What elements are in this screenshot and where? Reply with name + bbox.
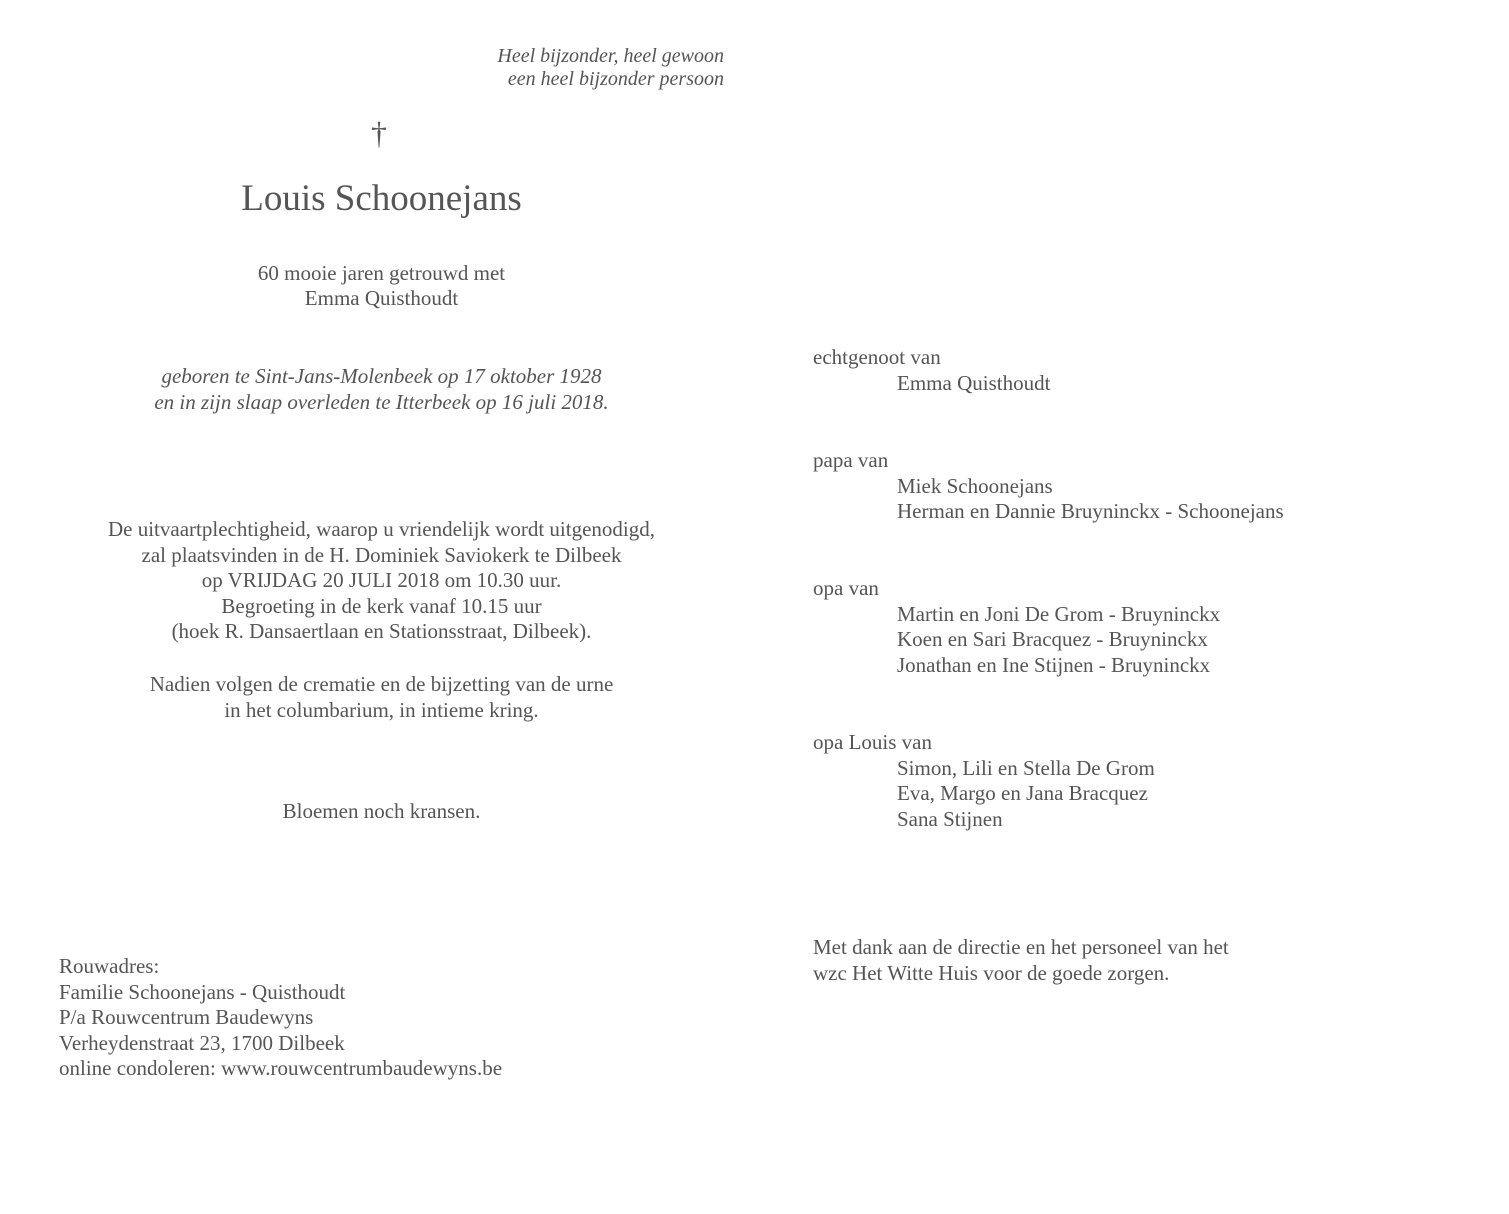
family-heading: opa van: [813, 576, 879, 600]
address-line: Familie Schoonejans - Quisthoudt: [59, 979, 346, 1004]
family-group-children: [813, 448, 1284, 525]
mourning-address: [59, 954, 502, 1082]
death-line: en in zijn slaap overleden te Itterbeek op 16 juli 2018.: [154, 389, 609, 414]
family-member: Sana Stijnen: [897, 806, 1003, 831]
flowers-note: Bloemen noch kransen.: [282, 799, 481, 823]
family-member: Jonathan en Ine Stijnen - Bruyninckx: [897, 652, 1211, 677]
family-member: Martin en Joni De Grom - Bruyninckx: [897, 601, 1221, 626]
family-member: Simon, Lili en Stella De Grom: [897, 755, 1155, 780]
address-line: P/a Rouwcentrum Baudewyns: [59, 1005, 314, 1029]
funeral-line: zal plaatsvinden in de H. Dominiek Saviokerk te Dilbeek: [141, 542, 622, 567]
cremation-line: in het columbarium, in intieme kring.: [224, 697, 539, 722]
thanks-note: [813, 935, 1229, 986]
address-line: Verheydenstraat 23, 1700 Dilbeek: [59, 1030, 345, 1055]
thanks-line: wzc Het Witte Huis voor de goede zorgen.: [813, 960, 1170, 985]
funeral-line: (hoek R. Dansaertlaan en Stationsstraat, Dilbeek).: [171, 619, 592, 643]
funeral-line: De uitvaartplechtigheid, waarop u vriendelijk wordt uitgenodigd,: [107, 517, 655, 541]
family-group-spouse: [813, 345, 1050, 396]
family-heading: echtgenoot van: [813, 345, 941, 369]
family-member: Eva, Margo en Jana Bracquez: [897, 781, 1148, 806]
family-member: Herman en Dannie Bruyninckx - Schoonejans: [897, 499, 1284, 524]
family-group-grandchildren: [813, 576, 1220, 678]
address-line: Rouwadres:: [59, 954, 160, 978]
family-member: Emma Quisthoudt: [897, 370, 1051, 395]
family-heading: papa van: [813, 448, 889, 472]
spouse-name: Emma Quisthoudt: [304, 286, 459, 310]
birth-death-dates: [80, 364, 683, 415]
motto-line: een heel bijzonder persoon: [507, 68, 724, 90]
birth-line: geboren te Sint-Jans-Molenbeek op 17 oktober 1928: [161, 364, 602, 388]
marriage-text: [130, 261, 633, 311]
family-heading: opa Louis van: [813, 730, 932, 754]
family-group-great-grandchildren: [813, 730, 1155, 832]
motto: [380, 45, 724, 91]
thanks-line: Met dank aan de directie en het personeel van het: [813, 935, 1229, 959]
condolence-website: online condoleren: www.rouwcentrumbaudewyns.be: [59, 1056, 503, 1080]
cremation-line: Nadien volgen de crematie en de bijzetting van de urne: [149, 672, 614, 696]
deceased-name: Louis Schoonejans: [241, 178, 522, 219]
funeral-info: [60, 517, 703, 645]
motto-line: Heel bijzonder, heel gewoon: [497, 45, 724, 67]
funeral-line: op VRIJDAG 20 JULI 2018 om 10.30 uur.: [201, 568, 562, 592]
marriage-line: 60 mooie jaren getrouwd met: [257, 261, 506, 285]
cross-icon: †: [371, 115, 387, 151]
family-member: Miek Schoonejans: [897, 473, 1053, 498]
family-member: Koen en Sari Bracquez - Bruyninckx: [897, 627, 1208, 652]
funeral-line: Begroeting in de kerk vanaf 10.15 uur: [221, 593, 542, 618]
cremation-info: [60, 672, 703, 723]
